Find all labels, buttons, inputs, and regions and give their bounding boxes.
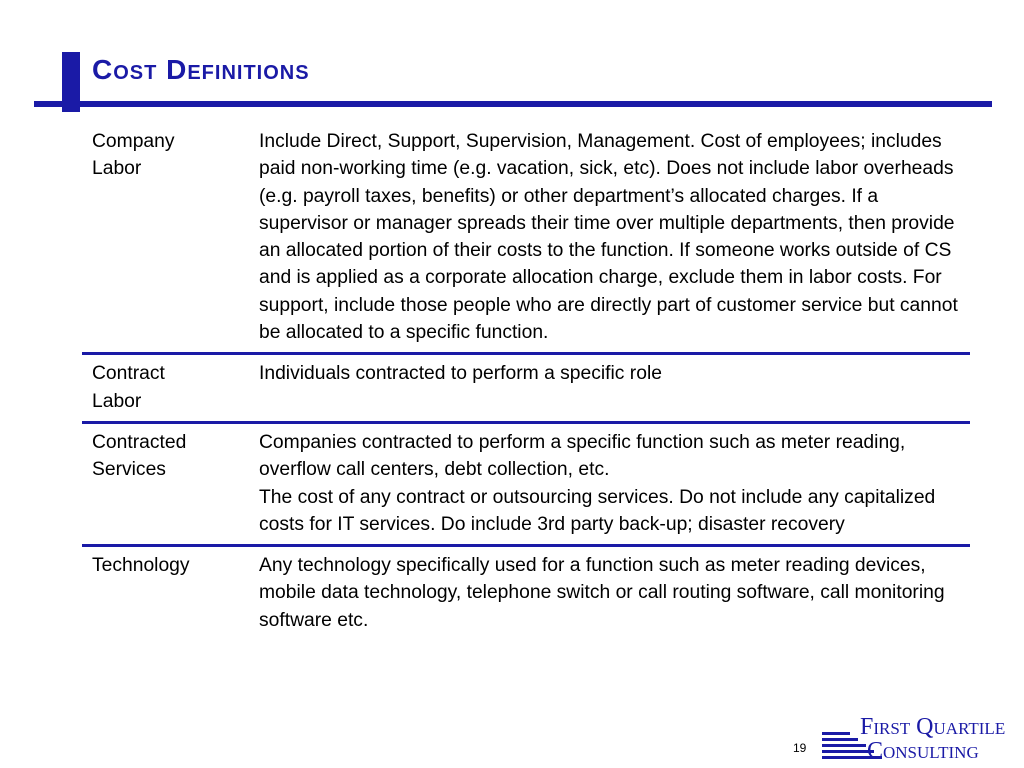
description-text: Any technology specifically used for a function such as meter reading devices, mobile data technology, telephone switch or call routing software, call monitoring software etc. — [259, 555, 945, 631]
description-text: Companies contracted to perform a specific function such as meter reading, overflow call centers, debt collection, etc. — [259, 431, 906, 481]
table-row — [82, 546, 970, 640]
term-cell — [82, 422, 259, 545]
description-cell — [259, 354, 970, 423]
term-line: Labor — [92, 390, 142, 412]
description-cell — [259, 126, 970, 354]
term-line: Company — [92, 131, 175, 152]
page-title: Cost Definitions — [92, 54, 310, 85]
description-text: The cost of any contract or outsourcing services. Do not include any capitalized costs for IT services. Do include 3rd party back-up; disaster recovery — [259, 486, 936, 535]
table-row — [82, 354, 970, 423]
logo-line1: First Quartile — [860, 714, 1006, 740]
term-line: Technology — [92, 555, 190, 577]
term-line: Labor — [92, 158, 142, 180]
logo-line2: Consulting — [867, 738, 979, 764]
definitions-table — [82, 126, 970, 640]
term-cell — [82, 546, 259, 640]
term-line: Contract — [92, 363, 165, 385]
company-logo — [822, 714, 1022, 764]
description-text: Include Direct, Support, Supervision, Management. Cost of employees; includes paid non-working time (e.g. vacation, sick, etc). Does not include labor overheads (e.g. payroll taxes, benefits) or other department’s allocated charges. If a supervisor or manager spreads their time over multiple departments, then provide an allocated portion of their costs to the function. If someone works outside of CS and is applied as a corporate allocation charge, exclude them in labor costs. For support, include those people who are directly part of customer service but cannot be allocated to a specific function. — [259, 131, 958, 344]
description-cell — [259, 546, 970, 640]
page-number: 19 — [793, 741, 807, 755]
table-row — [82, 422, 970, 545]
description-cell — [259, 422, 970, 545]
term-line: Contracted — [92, 431, 187, 453]
title-rule — [34, 101, 992, 107]
term-line: Services — [92, 459, 166, 481]
table-row — [82, 126, 970, 354]
description-text: Individuals contracted to perform a specific role — [259, 363, 662, 385]
term-cell — [82, 126, 259, 354]
term-cell — [82, 354, 259, 423]
